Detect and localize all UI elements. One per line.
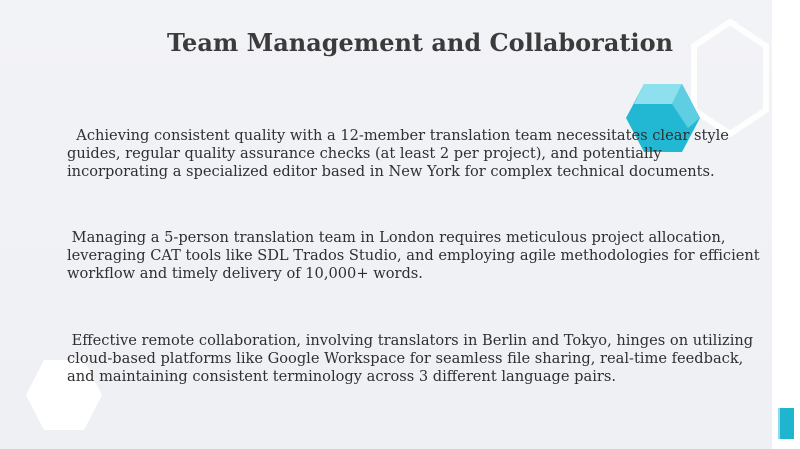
right-rail bbox=[772, 0, 800, 449]
paragraph-remote-collaboration: Effective remote collaboration, involving translators in Berlin and Tokyo, hinges on utilizing cloud-based platforms like Google Workspace for seamless file sharing, real-time feedback, and maintaining consistent terminology across 3 different language pairs. bbox=[67, 332, 758, 385]
slide-title: Team Management and Collaboration bbox=[166, 28, 674, 57]
rail-accent-bar bbox=[778, 408, 794, 439]
paragraph-quality: Achieving consistent quality with a 12-member translation team necessitates clear style guides, regular quality assurance checks (at least 2 per project), and potentially incorporating a specialized editor based in New York for complex technical documents. bbox=[67, 127, 734, 180]
paragraph-london-team: Managing a 5-person translation team in London requires meticulous project allocation, leveraging CAT tools like SDL Trados Studio, and employing agile methodologies for efficient workflow and timely delivery of 10,000+ words. bbox=[67, 229, 765, 282]
